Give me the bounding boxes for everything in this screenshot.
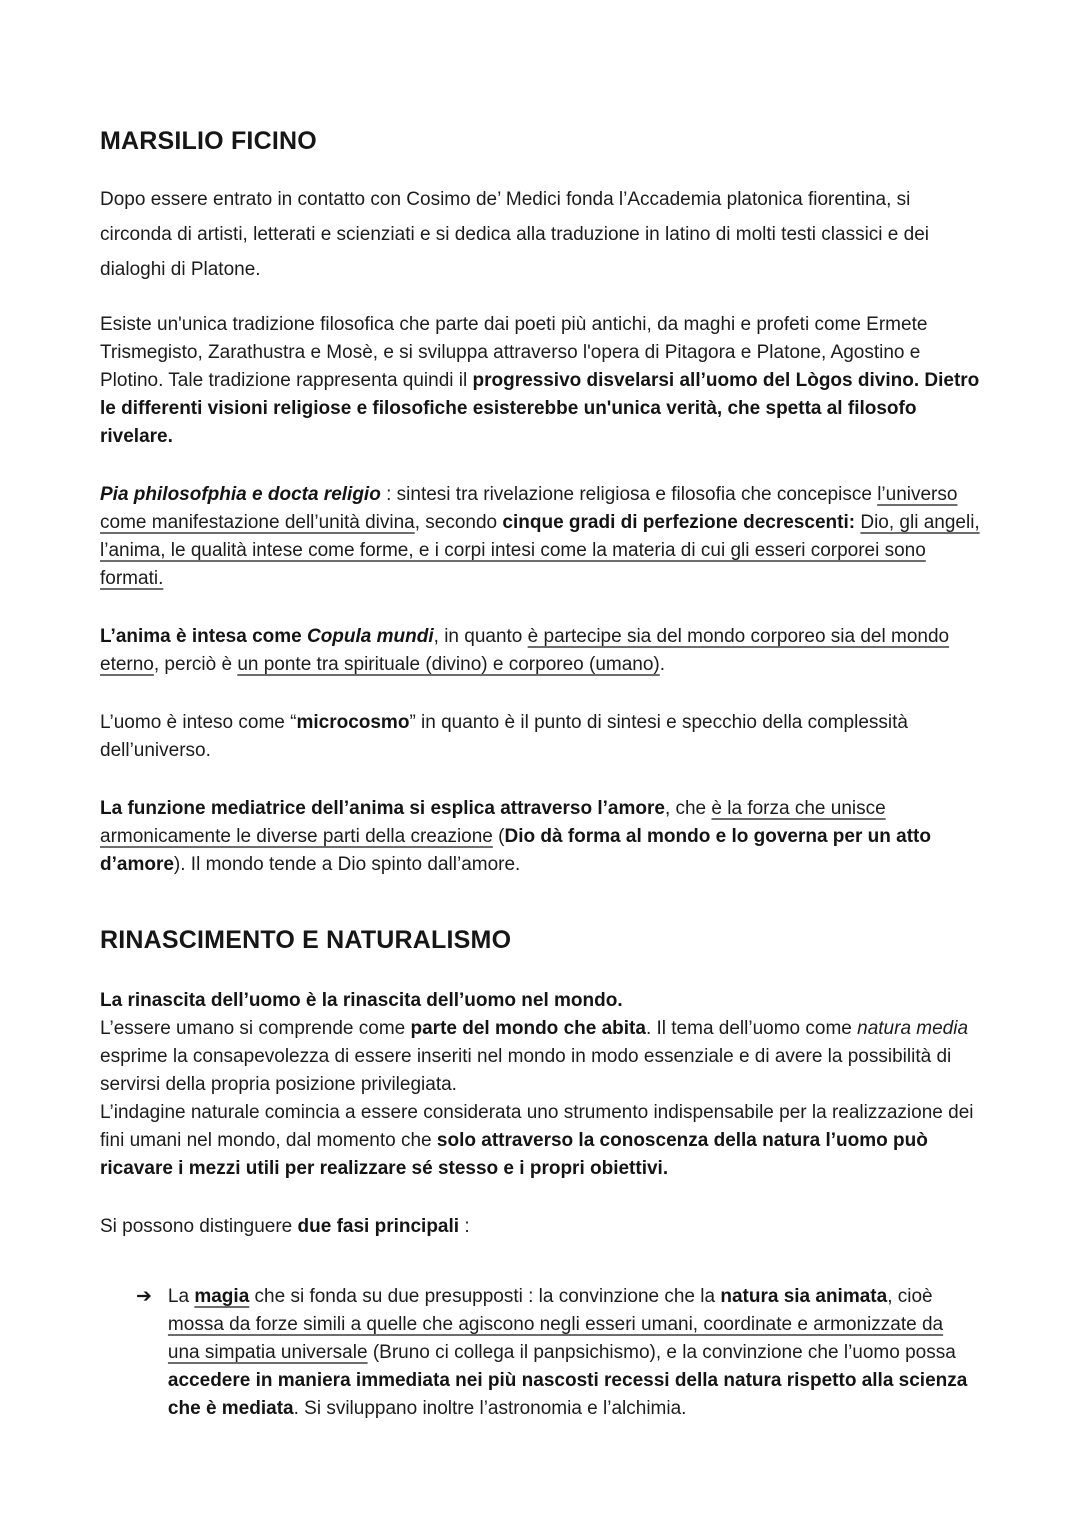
text-run: , cioè <box>887 1286 933 1307</box>
text-run: : sintesi tra rivelazione religiosa e filosofia che concepisce <box>380 484 878 505</box>
bullet-magia <box>136 1283 980 1423</box>
text-run: La funzione mediatrice dell’anima si esplica attraverso l’amore <box>100 798 665 819</box>
text-run: L’anima è intesa come <box>100 626 307 647</box>
heading-marsilio-ficino <box>100 126 980 156</box>
text-run: è partecipe sia del mondo corporeo sia del mondo eterno <box>100 626 950 675</box>
text-run: (Bruno ci collega il panpsichismo), e la convinzione che l’uomo possa <box>367 1342 956 1363</box>
bullet-text <box>168 1283 968 1423</box>
text-run: un ponte tra spirituale (divino) e corporeo (umano) <box>237 654 660 675</box>
para-rinascita-uomo <box>100 987 980 1183</box>
text-run: La rinascita dell’uomo è la rinascita dell’uomo nel mondo. <box>100 990 623 1011</box>
text-run: , in quanto <box>433 626 528 647</box>
text-run: L’uomo è inteso come “ <box>100 712 297 733</box>
text-run: La <box>167 1286 195 1307</box>
text-run: Dopo essere entrato in contatto con Cosimo de’ Medici fonda l’Accademia platonica fiorentina, si circonda di artisti, letterati e scienziati e si dedica alla traduzione in latino di molti testi classici e dei dialoghi di Platone. <box>100 189 930 280</box>
text-run: Pia philosofphia e docta religio <box>100 484 381 505</box>
text-run: natura media <box>857 1018 969 1039</box>
text-run: Esiste un'unica tradizione filosofica che parte dai poeti più antichi, da maghi e profeti come Ermete Trismegisto, Zarathustra e Mosè, e si sviluppa attraverso l'opera di Pitagora e Platone, Agostino e Plotino. Tale tradizione rappresenta quindi il <box>100 314 928 391</box>
text-run: esprime la consapevolezza di essere inseriti nel mondo in modo essenziale e di avere la possibilità di servirsi della propria posizione privilegiata. <box>100 1046 952 1095</box>
text-run: l’universo come manifestazione dell’unità divina <box>100 484 958 533</box>
text-run: progressivo disvelarsi all’uomo del Lògos divino. Dietro le differenti visioni religiose e filosofiche esisterebbe un'unica verità, che spetta al filosofo rivelare. <box>100 370 980 447</box>
text-run: due fasi principali <box>297 1216 460 1237</box>
text-run: microcosmo <box>296 712 410 733</box>
bullet-arrow-icon: ➔ <box>136 1286 152 1307</box>
text-run: : <box>459 1216 470 1237</box>
text-run: , secondo <box>414 512 503 533</box>
text-run: è la forza che unisce armonicamente le diverse parti della creazione <box>100 798 886 847</box>
text-run: accedere in maniera immediata nei più nascosti recessi della natura rispetto alla scienza che è mediata <box>167 1370 968 1419</box>
text-run: , perciò è <box>153 654 238 675</box>
para-due-fasi <box>100 1213 980 1241</box>
para-microcosmo <box>100 709 980 765</box>
text-run: . Si sviluppano inoltre l’astronomia e l’alchimia. <box>293 1398 687 1419</box>
text-run: , che <box>664 798 712 819</box>
text-run: L’essere umano si comprende come <box>100 1018 411 1039</box>
text-run: RINASCIMENTO E NATURALISMO <box>100 926 512 954</box>
para-tradizione-filosofica <box>100 311 980 451</box>
text-run: Dio, gli angeli, l’anima, le qualità intese come forme, e i corpi intesi come la materia di cui gli esseri corporei sono formati. <box>100 512 980 589</box>
text-run: Si possono distinguere <box>100 1216 298 1237</box>
text-run: cinque gradi di perfezione decrescenti: <box>502 512 856 533</box>
text-run: Dio dà forma al mondo e lo governa per un atto d’amore <box>100 826 931 875</box>
heading-rinascimento-naturalismo <box>100 925 980 955</box>
text-run: L’indagine naturale comincia a essere considerata uno strumento indispensabile per la realizzazione dei fini umani nel mondo, dal momento che <box>100 1102 974 1151</box>
text-run: . Il tema dell’uomo come <box>645 1018 858 1039</box>
para-ficino-intro <box>100 182 980 287</box>
text-run: Copula mundi <box>306 626 434 647</box>
text-run: magia <box>194 1286 250 1307</box>
text-run: mossa da forze simili a quelle che agiscono negli esseri umani, coordinate e armonizzate da una simpatia universale <box>167 1314 944 1363</box>
text-run: ” in quanto è il punto di sintesi e specchio della complessità dell’universo. <box>100 712 908 761</box>
para-anima-copula-mundi <box>100 623 980 679</box>
text-run: solo attraverso la conoscenza della natura l’uomo può ricavare i mezzi utili per realizzare sé stesso e i propri obiettivi. <box>100 1130 928 1179</box>
document-body <box>100 126 980 1423</box>
text-run: . <box>659 654 666 675</box>
text-run: natura sia animata <box>720 1286 888 1307</box>
text-run: MARSILIO FICINO <box>100 127 317 155</box>
text-run: parte del mondo che abita <box>410 1018 646 1039</box>
text-run: ). Il mondo tende a Dio spinto dall’amore. <box>173 854 521 875</box>
para-funzione-mediatrice <box>100 795 980 879</box>
text-run: ( <box>492 826 505 847</box>
para-pia-philosophia <box>100 481 980 593</box>
text-run: che si fonda su due presupposti : la convinzione che la <box>249 1286 721 1307</box>
